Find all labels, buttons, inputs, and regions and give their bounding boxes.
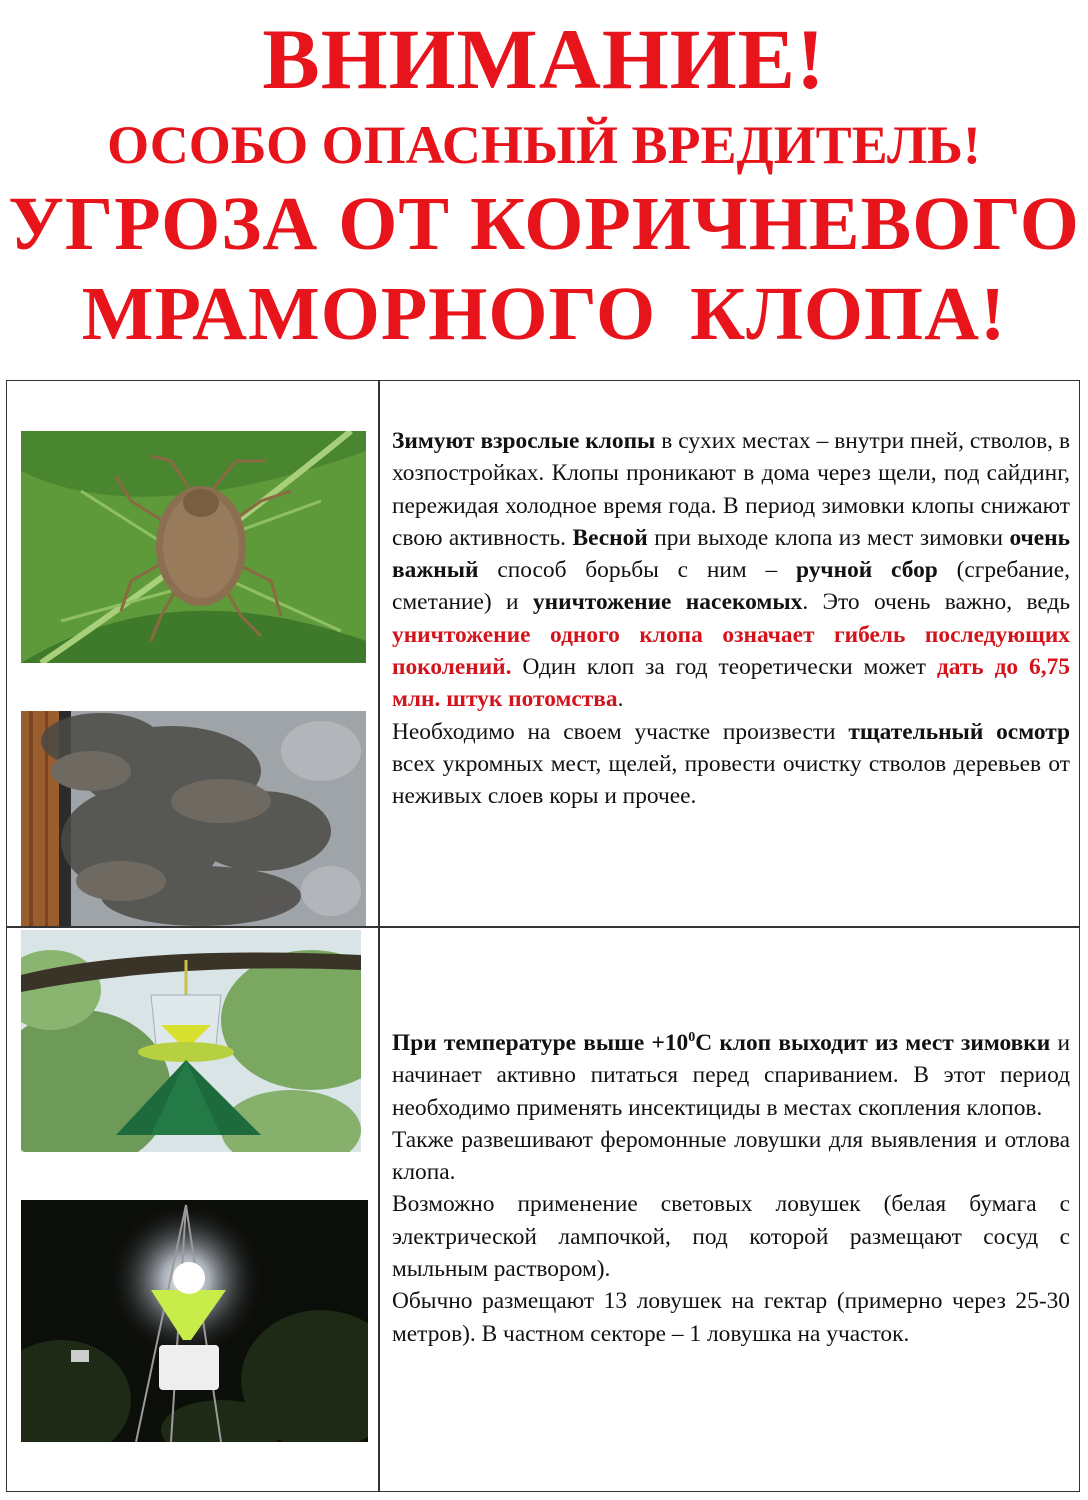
photo-bug-cluster-on-wall (21, 711, 366, 926)
text-highlight: уничтожение одного клопа означает гибель последующих поколений. (392, 621, 1070, 681)
text-run: в сухих местах – внутри пней, стволов, в хозпостройках. Клопы проникают в дома через щели, под сайдинг, пережидая холодное время года. В период зимовки клопы снижают свою активность. (392, 428, 1070, 551)
headline-attention: ВНИМАНИЕ! (262, 11, 826, 107)
text-bold: очень важный (392, 524, 1070, 584)
text-bold: ручной сбор (796, 557, 938, 584)
degree-superscript: 0 (688, 1030, 696, 1046)
overwintering-paragraph (392, 425, 1070, 716)
text-bold: уничтожение насекомых (532, 589, 803, 616)
pheromone-paragraph: Также развешивают феромонные ловушки для выявления и отлова клопа. (392, 1126, 1070, 1186)
inspection-paragraph (392, 716, 1070, 813)
text-run: . (617, 686, 624, 713)
spring-activity-text (392, 1027, 1070, 1350)
temperature-paragraph (392, 1027, 1070, 1124)
overwintering-text (392, 425, 1070, 813)
photo-bug-on-leaf (21, 431, 366, 663)
headline-threat-line2: МРАМОРНОГО КЛОПА! (81, 272, 1007, 356)
text-bold: Весной (572, 524, 648, 551)
text-run: . Это очень важно, ведь (802, 589, 1070, 616)
text-run: и начинает активно питаться перед спариванием. В этот период необходимо применять инсектициды в местах скопления клопов. (392, 1030, 1070, 1121)
text-bold: С клоп выходит из мест зимовки (695, 1030, 1051, 1056)
photo-light-trap-night (21, 1200, 368, 1442)
text-run: всех укромных мест, щелей, провести очистку стволов деревьев от неживых слоев коры и прочее. (392, 750, 1070, 810)
text-bold: Зимуют взрослые клопы (392, 428, 656, 454)
text-highlight: дать до 6,75 млн. штук потомства (392, 654, 1070, 713)
trap-density-paragraph: Обычно размещают 13 ловушек на гектар (примерно через 25-30 метров). В частном секторе – 1 ловушка на участок. (392, 1288, 1070, 1347)
info-table (6, 380, 1080, 1492)
headline-dangerous-pest: ОСОБО ОПАСНЫЙ ВРЕДИТЕЛЬ! (107, 115, 981, 175)
photo-pheromone-trap (21, 930, 361, 1152)
text-run: способ борьбы с ним – (478, 557, 796, 584)
headline-threat-line1: УГРОЗА ОТ КОРИЧНЕВОГО (8, 182, 1080, 266)
text-run: Необходимо на своем участке произвести (392, 718, 849, 745)
text-bold: При температуре выше +10 (392, 1030, 689, 1056)
table-row-divider (7, 926, 1079, 928)
text-run: Один клоп за год теоретически может (511, 654, 937, 681)
table-column-divider (378, 381, 380, 1491)
text-bold: тщательный осмотр (848, 718, 1070, 745)
text-run: (сгребание, сметание) и (392, 557, 1071, 616)
light-trap-paragraph: Возможно применение световых ловушек (белая бумага с электрической лампочкой, под которой размещают сосуд с мыльным раствором). (392, 1191, 1070, 1283)
text-run: при выходе клопа из мест зимовки (647, 524, 1010, 551)
